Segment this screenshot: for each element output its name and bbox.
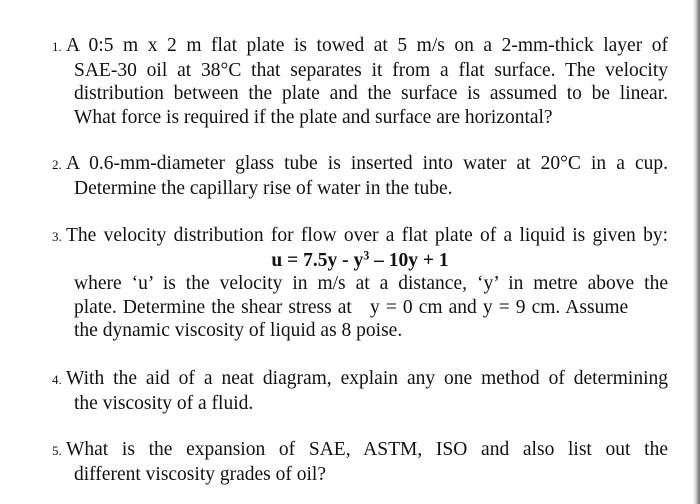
- question-number: 4.: [52, 372, 62, 387]
- question-3-line-5: the dynamic viscosity of liquid as 8 poise.: [74, 320, 403, 341]
- question-number: 1.: [52, 39, 62, 54]
- question-2-line-2: Determine the capillary rise of water in the tube.: [74, 177, 453, 199]
- question-4: [52, 367, 668, 415]
- question-4-line-2: the viscosity of a fluid.: [74, 392, 254, 414]
- question-number: 2.: [52, 157, 62, 172]
- question-5-line-1: 5. What is the expansion of SAE, ASTM, ISO and also list out the: [52, 438, 668, 463]
- question-1: [52, 34, 668, 129]
- page-edge-shadow: [692, 0, 700, 504]
- question-3-line-1: 3. The velocity distribution for flow over a flat plate of a liquid is given by:: [52, 224, 668, 249]
- question-5: [52, 438, 668, 486]
- question-3: [52, 224, 668, 343]
- question-3-line-3: where ‘u’ is the velocity in m/s at a distance, ‘y’ in metre above the: [74, 273, 668, 294]
- question-1-line-2: SAE-30 oil at 38°C that separates it from a flat surface. The velocity: [74, 59, 668, 81]
- question-number: 3.: [52, 229, 62, 244]
- question-4-line-1: 4. With the aid of a neat diagram, explain any one method of determining: [52, 367, 668, 392]
- question-2: [52, 152, 668, 200]
- question-2-line-1: 2. A 0.6-mm-diameter glass tube is inserted into water at 20°C in a cup.: [52, 152, 668, 177]
- question-1-line-4: What force is required if the plate and surface are horizontal?: [74, 106, 553, 128]
- question-number: 5.: [52, 443, 62, 458]
- question-5-line-2: different viscosity grades of oil?: [74, 463, 326, 485]
- velocity-formula: $u = 7.5y - y^3 - 10y + 1$: [271, 247, 449, 271]
- question-3-line-4: plate. Determine the shear stress at y = 0 cm and y = 9 cm. Assume: [74, 296, 629, 318]
- question-1-line-3: distribution between the plate and the surface is assumed to be linear.: [74, 83, 668, 104]
- question-1-line-1: 1. A 0:5 m x 2 m flat plate is towed at 5 m/s on a 2-mm-thick layer of: [52, 34, 668, 59]
